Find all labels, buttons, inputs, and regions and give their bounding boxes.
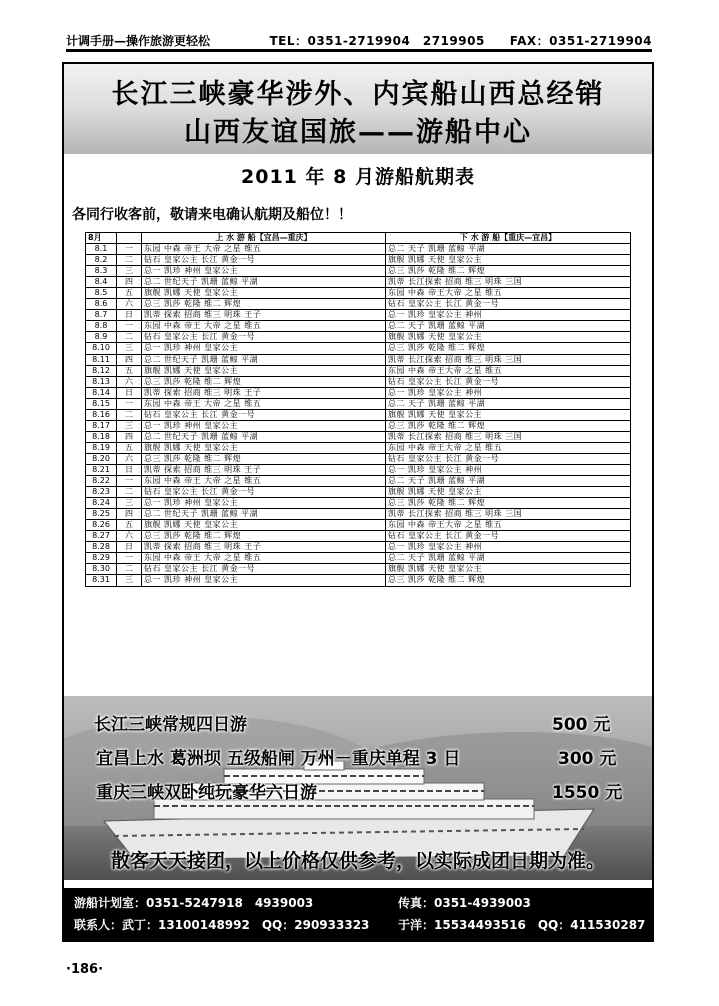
offer-upstream-three-day: 宜昌上水 葛洲坝 五级船闸 万州－重庆单程 3 日 <box>96 749 461 769</box>
downstream-ships-cell: 总一 凯珍 皇家公主 神州 <box>386 542 631 553</box>
upstream-ships-cell: 总一 凯珍 神州 皇家公主 <box>142 420 386 431</box>
date-cell: 8.23 <box>86 487 117 498</box>
table-row <box>86 387 631 398</box>
downstream-ships-cell: 钻石 皇家公主 长江 黄金一号 <box>386 299 631 310</box>
weekday-cell: 四 <box>117 277 142 288</box>
weekday-cell: 四 <box>117 431 142 442</box>
col-upstream: 上 水 游 船【宜昌—重庆】 <box>142 233 386 244</box>
downstream-ships-cell: 东园 中森 帝王大帝 之星 维五 <box>386 365 631 376</box>
downstream-ships-cell: 旗舰 凯娜 天使 皇家公主 <box>386 564 631 575</box>
downstream-ships-cell: 总一 凯珍 皇家公主 神州 <box>386 387 631 398</box>
table-row <box>86 564 631 575</box>
weekday-cell: 六 <box>117 453 142 464</box>
contact-person-2: 于洋：15534493516 QQ：411530287 <box>398 918 646 932</box>
weekday-cell: 二 <box>117 487 142 498</box>
table-row <box>86 498 631 509</box>
upstream-ships-cell: 旗舰 凯娜 天使 皇家公主 <box>142 365 386 376</box>
date-cell: 8.31 <box>86 575 117 586</box>
weekday-cell: 三 <box>117 343 142 354</box>
downstream-ships-cell: 凯蒂 长江探索 招商 维三 明珠 三国 <box>386 509 631 520</box>
upstream-ships-cell: 钻石 皇家公主 长江 黄金一号 <box>142 487 386 498</box>
upstream-ships-cell: 旗舰 凯娜 天使 皇家公主 <box>142 520 386 531</box>
downstream-ships-cell: 总三 凯莎 乾隆 维二 辉煌 <box>386 575 631 586</box>
date-cell: 8.30 <box>86 564 117 575</box>
upstream-ships-cell: 东园 中森 帝王 大帝 之星 维五 <box>142 476 386 487</box>
table-row <box>86 299 631 310</box>
downstream-ships-cell: 旗舰 凯娜 天使 皇家公主 <box>386 332 631 343</box>
downstream-ships-cell: 东园 中森 帝王大帝 之星 维五 <box>386 288 631 299</box>
date-cell: 8.22 <box>86 476 117 487</box>
date-cell: 8.27 <box>86 531 117 542</box>
table-row <box>86 575 631 586</box>
table-row <box>86 409 631 420</box>
downstream-ships-cell: 总一 凯珍 皇家公主 神州 <box>386 310 631 321</box>
price-upstream-three-day: 300 元 <box>558 749 617 769</box>
table-row <box>86 321 631 332</box>
upstream-ships-cell: 总一 凯珍 神州 皇家公主 <box>142 575 386 586</box>
downstream-ships-cell: 总一 凯珍 皇家公主 神州 <box>386 464 631 475</box>
plan-office-phone: 游船计划室：0351-5247918 4939003 <box>74 896 314 910</box>
weekday-cell: 一 <box>117 244 142 255</box>
date-cell: 8.18 <box>86 431 117 442</box>
date-cell: 8.21 <box>86 464 117 475</box>
weekday-cell: 六 <box>117 299 142 310</box>
weekday-cell: 一 <box>117 476 142 487</box>
notice-text: 各同行收客前，敬请来电确认航期及船位！！ <box>72 207 352 223</box>
weekday-cell: 一 <box>117 398 142 409</box>
page-number: ·186· <box>66 962 104 977</box>
weekday-cell: 三 <box>117 498 142 509</box>
date-cell: 8.2 <box>86 255 117 266</box>
schedule-body <box>86 244 631 586</box>
date-cell: 8.28 <box>86 542 117 553</box>
upstream-ships-cell: 总二 世纪天子 凯珊 蓝鲸 平湖 <box>142 431 386 442</box>
downstream-ships-cell: 总二 天子 凯珊 蓝鲸 平湖 <box>386 476 631 487</box>
header-title-line2: 山西友谊国旅——游船中心 <box>184 117 532 148</box>
downstream-ships-cell: 钻石 皇家公主 长江 黄金一号 <box>386 376 631 387</box>
weekday-cell: 日 <box>117 464 142 475</box>
price-four-day: 500 元 <box>552 715 611 735</box>
downstream-ships-cell: 总二 天子 凯珊 蓝鲸 平湖 <box>386 244 631 255</box>
downstream-ships-cell: 总二 天子 凯珊 蓝鲸 平湖 <box>386 398 631 409</box>
upstream-ships-cell: 钻石 皇家公主 长江 黄金一号 <box>142 409 386 420</box>
weekday-cell: 四 <box>117 354 142 365</box>
top-contacts: TEL：0351-2719904 2719905 FAX：0351-2719904 <box>269 34 652 48</box>
downstream-ships-cell: 东园 中森 帝王大帝 之星 维五 <box>386 520 631 531</box>
date-cell: 8.17 <box>86 420 117 431</box>
downstream-ships-cell: 总二 天子 凯珊 蓝鲸 平湖 <box>386 553 631 564</box>
upstream-ships-cell: 东园 中森 帝王 大帝 之星 维五 <box>142 553 386 564</box>
upstream-ships-cell: 东园 中森 帝王 大帝 之星 维五 <box>142 321 386 332</box>
upstream-ships-cell: 东园 中森 帝王 大帝 之星 维五 <box>142 244 386 255</box>
upstream-ships-cell: 总一 凯珍 神州 皇家公主 <box>142 266 386 277</box>
weekday-cell: 三 <box>117 266 142 277</box>
date-cell: 8.1 <box>86 244 117 255</box>
table-row <box>86 255 631 266</box>
upstream-ships-cell: 旗舰 凯娜 天使 皇家公主 <box>142 288 386 299</box>
weekday-cell: 一 <box>117 321 142 332</box>
table-row <box>86 487 631 498</box>
table-row <box>86 288 631 299</box>
downstream-ships-cell: 总三 凯莎 乾隆 维二 辉煌 <box>386 266 631 277</box>
date-cell: 8.20 <box>86 453 117 464</box>
downstream-ships-cell: 东园 中森 帝王大帝 之星 维五 <box>386 442 631 453</box>
table-row <box>86 553 631 564</box>
table-row <box>86 343 631 354</box>
date-cell: 8.15 <box>86 398 117 409</box>
weekday-cell: 三 <box>117 575 142 586</box>
date-cell: 8.8 <box>86 321 117 332</box>
table-row <box>86 266 631 277</box>
table-row <box>86 464 631 475</box>
date-cell: 8.25 <box>86 509 117 520</box>
offer-four-day: 长江三峡常规四日游 <box>94 715 247 735</box>
upstream-ships-cell: 凯蒂 探索 招商 维三 明珠 王子 <box>142 464 386 475</box>
weekday-cell: 二 <box>117 332 142 343</box>
date-cell: 8.19 <box>86 442 117 453</box>
offer-six-day: 重庆三峡双卧纯玩豪华六日游 <box>96 783 317 803</box>
col-day <box>117 233 142 244</box>
upstream-ships-cell: 凯蒂 探索 招商 维三 明珠 王子 <box>142 387 386 398</box>
date-cell: 8.5 <box>86 288 117 299</box>
header-banner <box>64 64 652 154</box>
weekday-cell: 六 <box>117 531 142 542</box>
upstream-ships-cell: 钻石 皇家公主 长江 黄金一号 <box>142 332 386 343</box>
price-six-day: 1550 元 <box>552 783 623 803</box>
downstream-ships-cell: 凯蒂 长江探索 招商 维三 明珠 三国 <box>386 431 631 442</box>
date-cell: 8.24 <box>86 498 117 509</box>
weekday-cell: 日 <box>117 310 142 321</box>
weekday-cell: 日 <box>117 542 142 553</box>
weekday-cell: 二 <box>117 409 142 420</box>
fax-number: 传真：0351-4939003 <box>398 896 531 910</box>
weekday-cell: 五 <box>117 520 142 531</box>
main-frame <box>62 62 654 942</box>
table-row <box>86 431 631 442</box>
upstream-ships-cell: 旗舰 凯娜 天使 皇家公主 <box>142 442 386 453</box>
downstream-ships-cell: 凯蒂 长江探索 招商 维三 明珠 三国 <box>386 277 631 288</box>
upstream-ships-cell: 总二 世纪天子 凯珊 蓝鲸 平湖 <box>142 509 386 520</box>
col-downstream: 下 水 游 船【重庆—宜昌】 <box>386 233 631 244</box>
date-cell: 8.3 <box>86 266 117 277</box>
schedule-title: 2011 年 8 月游船航期表 <box>241 166 475 188</box>
header-title-line1: 长江三峡豪华涉外、内宾船山西总经销 <box>111 79 605 110</box>
table-row <box>86 520 631 531</box>
table-row <box>86 354 631 365</box>
upstream-ships-cell: 凯蒂 探索 招商 维三 明珠 王子 <box>142 310 386 321</box>
date-cell: 8.4 <box>86 277 117 288</box>
upstream-ships-cell: 总三 凯莎 乾隆 维二 辉煌 <box>142 299 386 310</box>
table-header-row <box>86 233 631 244</box>
downstream-ships-cell: 旗舰 凯娜 天使 皇家公主 <box>386 487 631 498</box>
table-row <box>86 277 631 288</box>
upstream-ships-cell: 总二 世纪天子 凯珊 蓝鲸 平湖 <box>142 354 386 365</box>
downstream-ships-cell: 总二 天子 凯珊 蓝鲸 平湖 <box>386 321 631 332</box>
date-cell: 8.11 <box>86 354 117 365</box>
table-row <box>86 332 631 343</box>
date-cell: 8.12 <box>86 365 117 376</box>
date-cell: 8.14 <box>86 387 117 398</box>
upstream-ships-cell: 凯蒂 探索 招商 维三 明珠 王子 <box>142 542 386 553</box>
downstream-ships-cell: 钻石 皇家公主 长江 黄金一号 <box>386 453 631 464</box>
col-month: 8月 <box>86 233 117 244</box>
weekday-cell: 一 <box>117 553 142 564</box>
table-row <box>86 420 631 431</box>
weekday-cell: 五 <box>117 365 142 376</box>
weekday-cell: 日 <box>117 387 142 398</box>
date-cell: 8.10 <box>86 343 117 354</box>
contact-person-1: 联系人：武丁：13100148992 QQ：290933323 <box>74 918 370 932</box>
upstream-ships-cell: 钻石 皇家公主 长江 黄金一号 <box>142 564 386 575</box>
contact-bar <box>64 888 652 940</box>
upstream-ships-cell: 总一 凯珍 神州 皇家公主 <box>142 343 386 354</box>
upstream-ships-cell: 总三 凯莎 乾隆 维二 辉煌 <box>142 376 386 387</box>
table-row <box>86 476 631 487</box>
downstream-ships-cell: 总三 凯莎 乾隆 维二 辉煌 <box>386 343 631 354</box>
date-cell: 8.6 <box>86 299 117 310</box>
downstream-ships-cell: 凯蒂 长江探索 招商 维三 明珠 三国 <box>386 354 631 365</box>
top-slogan: 计调手册—操作旅游更轻松 <box>66 34 211 48</box>
table-row <box>86 531 631 542</box>
downstream-ships-cell: 总三 凯莎 乾隆 维二 辉煌 <box>386 498 631 509</box>
top-banner <box>66 34 652 52</box>
date-cell: 8.9 <box>86 332 117 343</box>
table-row <box>86 509 631 520</box>
weekday-cell: 五 <box>117 288 142 299</box>
table-row <box>86 542 631 553</box>
weekday-cell: 三 <box>117 420 142 431</box>
table-row <box>86 310 631 321</box>
weekday-cell: 二 <box>117 255 142 266</box>
date-cell: 8.29 <box>86 553 117 564</box>
weekday-cell: 四 <box>117 509 142 520</box>
date-cell: 8.26 <box>86 520 117 531</box>
date-cell: 8.13 <box>86 376 117 387</box>
table-row <box>86 244 631 255</box>
upstream-ships-cell: 总二 世纪天子 凯珊 蓝鲸 平湖 <box>142 277 386 288</box>
downstream-ships-cell: 旗舰 凯娜 天使 皇家公主 <box>386 255 631 266</box>
weekday-cell: 二 <box>117 564 142 575</box>
upstream-ships-cell: 总三 凯莎 乾隆 维二 辉煌 <box>142 453 386 464</box>
table-row <box>86 442 631 453</box>
upstream-ships-cell: 钻石 皇家公主 长江 黄金一号 <box>142 255 386 266</box>
table-row <box>86 376 631 387</box>
upstream-ships-cell: 总一 凯珍 神州 皇家公主 <box>142 498 386 509</box>
schedule-table <box>85 232 631 587</box>
weekday-cell: 五 <box>117 442 142 453</box>
downstream-ships-cell: 旗舰 凯娜 天使 皇家公主 <box>386 409 631 420</box>
downstream-ships-cell: 总三 凯莎 乾隆 维二 辉煌 <box>386 420 631 431</box>
downstream-ships-cell: 钻石 皇家公主 长江 黄金一号 <box>386 531 631 542</box>
upstream-ships-cell: 东园 中森 帝王 大帝 之星 维五 <box>142 398 386 409</box>
table-row <box>86 365 631 376</box>
upstream-ships-cell: 总三 凯莎 乾隆 维二 辉煌 <box>142 531 386 542</box>
disclaimer-slogan: 散客天天接团，以上价格仅供参考，以实际成团日期为准。 <box>110 850 605 872</box>
table-row <box>86 398 631 409</box>
date-cell: 8.16 <box>86 409 117 420</box>
table-row <box>86 453 631 464</box>
weekday-cell: 六 <box>117 376 142 387</box>
date-cell: 8.7 <box>86 310 117 321</box>
